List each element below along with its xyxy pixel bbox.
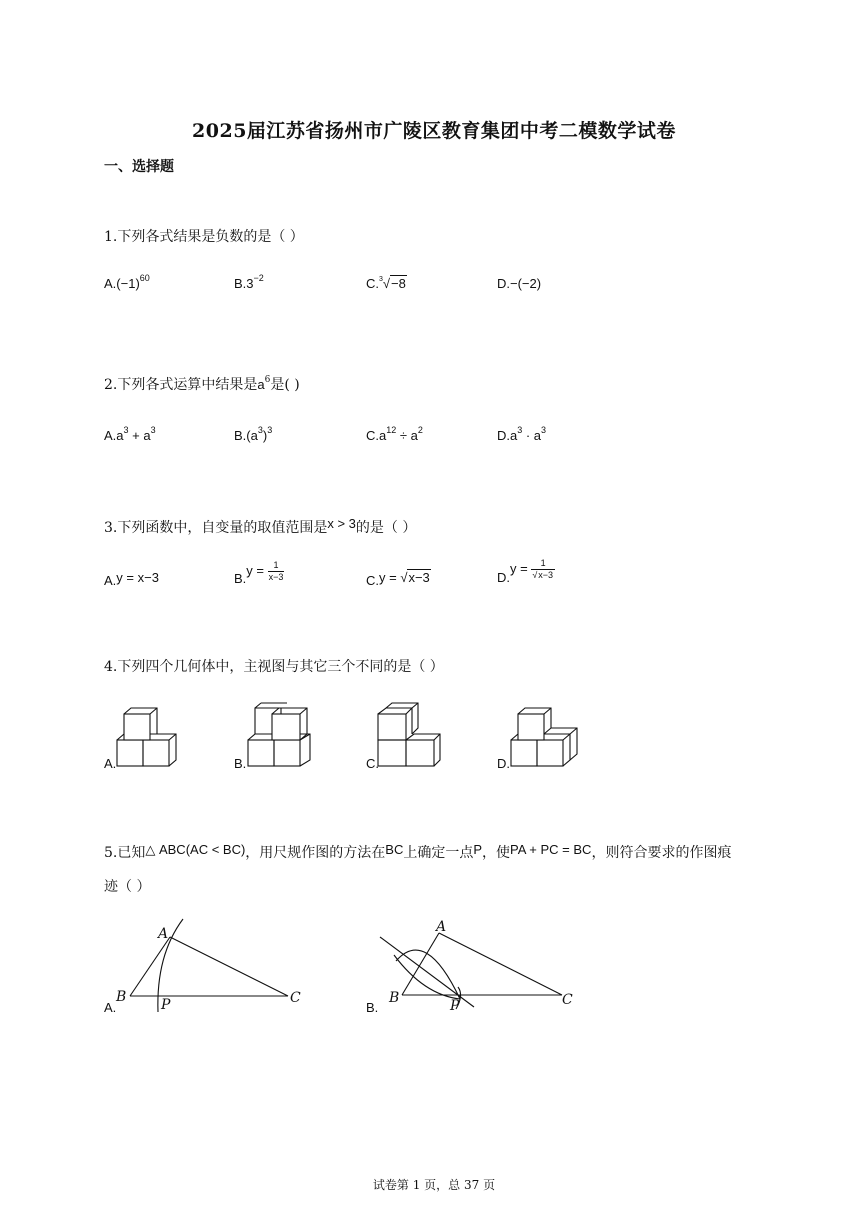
q4-figure-a — [114, 700, 184, 770]
q1-stem: 1.下列各式结果是负数的是（ ） — [104, 229, 304, 245]
q5-stem-line1: 5.已知△ ABC(AC < BC)，用尺规作图的方法在BC上确定一点P，使PA + PC = BC，则符合要求的作图痕 — [104, 842, 732, 861]
q2-option-c[interactable]: $C.a^{12} \div a^2$ — [366, 425, 423, 443]
q4-figure-c — [376, 700, 446, 770]
q3-option-a[interactable]: A.y = x−3 — [104, 570, 159, 588]
q1-option-c[interactable]: C.$^3$√−8 — [366, 276, 406, 291]
q2-option-d[interactable]: $D.a^3 \cdot a^3$ — [497, 425, 547, 443]
q4-stem: 4.下列四个几何体中，主视图与其它三个不同的是（ ） — [104, 659, 444, 675]
q5-option-a-label[interactable]: A. — [104, 1000, 117, 1015]
point-label-c: C — [562, 992, 573, 1008]
q3-stem: 3.下列函数中，自变量的取值范围是x > 3的是（ ） — [104, 516, 417, 536]
q3-option-d[interactable]: D.y = $\frac{1}{√x-3}$ — [497, 558, 554, 585]
page-title: 2025届江苏省扬州市广陵区教育集团中考二模数学试卷 — [192, 120, 676, 142]
option-label: B. — [234, 276, 247, 291]
point-label-a: A — [158, 926, 169, 942]
q1-option-d[interactable]: D.−(−2) — [497, 276, 542, 291]
q4-figure-d — [508, 700, 583, 770]
option-label: A. — [104, 573, 117, 588]
q3-option-b[interactable]: B.y = $\frac{1}{x-3}$ — [234, 560, 284, 586]
page-footer: 试卷第 1 页，总 37 页 — [372, 1178, 496, 1192]
q4-figure-b — [245, 700, 320, 770]
option-label: B. — [234, 570, 247, 586]
option-label: C. — [366, 276, 379, 291]
q2-stem: 2.下列各式运算中结果是$a^6$是( ) — [104, 375, 300, 393]
section-heading: 一、选择题 — [104, 159, 174, 175]
q2-option-b[interactable]: $B.(a^3)^3$ — [234, 425, 273, 443]
point-label-c: C — [290, 990, 301, 1006]
point-label-b: B — [389, 990, 400, 1006]
q2-option-a[interactable]: $A.a^3 + a^3$ — [104, 425, 156, 443]
q5-figure-a — [110, 915, 310, 1015]
point-label-a: A — [436, 919, 447, 935]
q1-option-b[interactable]: $B.3^{-2}$ — [234, 273, 264, 291]
q4-option-d-label[interactable]: D. — [497, 756, 510, 771]
q5-option-b-label[interactable]: B. — [366, 1000, 379, 1015]
q4-option-a-label[interactable]: A. — [104, 756, 117, 771]
option-label: D. — [497, 276, 510, 291]
q4-option-b-label[interactable]: B. — [234, 756, 247, 771]
option-label: A. — [104, 276, 117, 291]
option-label: D. — [497, 428, 510, 443]
option-label: D. — [497, 569, 510, 585]
option-label: A. — [104, 428, 117, 443]
option-label: B. — [234, 428, 247, 443]
q4-option-c-label[interactable]: C. — [366, 756, 379, 771]
option-label: C. — [366, 573, 379, 588]
option-label: C. — [366, 428, 379, 443]
q5-figure-b — [374, 915, 589, 1015]
q3-option-c[interactable]: C.y = √x−3 — [366, 570, 430, 588]
q1-option-a[interactable]: $A.(-1)^{60}$ — [104, 273, 150, 291]
point-label-p: P — [161, 997, 171, 1013]
point-label-p: P — [450, 998, 460, 1014]
point-label-b: B — [116, 989, 127, 1005]
q5-stem-line2: 迹（ ） — [104, 879, 151, 895]
